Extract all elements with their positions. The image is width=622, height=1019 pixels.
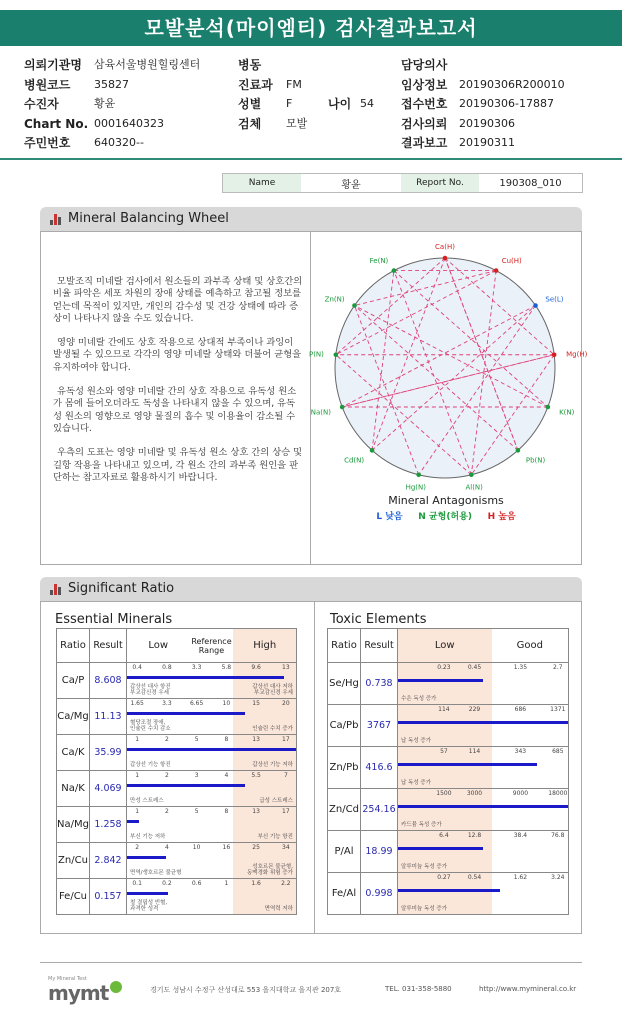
result-bar [127, 748, 296, 751]
tick-label: 1 [135, 808, 140, 815]
tick-label: 57 [440, 748, 448, 755]
essential-table [56, 628, 297, 915]
mineral-label: P(N) [308, 350, 324, 359]
tick-label: 0.54 [467, 874, 482, 881]
tick-labels [127, 772, 296, 780]
mineral-label: K(N) [559, 408, 575, 417]
name-label: Name [223, 174, 301, 192]
tick-label: 1.6 [251, 880, 261, 887]
range-cell [398, 663, 569, 705]
ratio-cell: Zn/Cu [57, 843, 90, 879]
tick-label: 0.27 [437, 874, 451, 881]
tick-label: 10 [192, 844, 201, 851]
tick-label: 229 [468, 706, 481, 713]
result-bar [398, 847, 483, 850]
tick-label: 1 [135, 772, 140, 779]
tick-label: 8 [224, 736, 229, 743]
tick-label: 4 [224, 772, 229, 779]
divider [0, 158, 622, 160]
tick-labels [127, 700, 296, 708]
tick-labels [398, 790, 568, 798]
tick-labels [398, 832, 568, 840]
range-cell [127, 879, 297, 915]
ratio-row [57, 879, 297, 915]
ratio-cell: Na/Mg [57, 807, 90, 843]
good-header: Good [516, 640, 543, 651]
result-cell: 11.13 [90, 699, 127, 735]
toxic-title: Toxic Elements [330, 612, 427, 627]
tick-label: 2 [164, 736, 169, 743]
ratio-row [57, 807, 297, 843]
brand-small: My Mineral Test [48, 976, 87, 982]
mineral-label: Cu(H) [501, 256, 522, 265]
receiver-label: 수진자 [24, 97, 59, 111]
low-note: 수은 독성 증가 [401, 696, 437, 702]
tick-label: 5 [194, 736, 199, 743]
doctor-label: 담당의사 [401, 58, 448, 72]
mineral-label: Zn(N) [324, 295, 345, 304]
patient-mid [238, 58, 374, 136]
result-cell: 8.608 [90, 663, 127, 699]
ref-header: Reference Range [191, 636, 232, 655]
ratio-row [328, 873, 569, 915]
result-cell: 3767 [361, 705, 398, 747]
ratio-cell: Ca/Pb [328, 705, 361, 747]
bar-chart-icon [50, 214, 64, 225]
ratio-cell: Zn/Cd [328, 789, 361, 831]
range-cell [398, 747, 569, 789]
ratio-cell: Fe/Cu [57, 879, 90, 915]
tick-label: 76.8 [551, 832, 565, 839]
report-no-value: 190308_010 [499, 177, 562, 189]
high-note: 면역력 저하 [264, 906, 293, 912]
mineral-node [469, 473, 474, 478]
tick-labels [398, 874, 568, 882]
tick-label: 13 [252, 736, 260, 743]
tick-labels [398, 706, 568, 714]
specimen-value: 모발 [286, 116, 308, 130]
ratio-cell: Fe/Al [328, 873, 361, 915]
result-bar [127, 856, 166, 859]
tick-label: 0.8 [162, 664, 172, 671]
tick-label: 17 [282, 736, 290, 743]
tick-labels [127, 664, 296, 672]
tick-label: 0.1 [132, 880, 142, 887]
tick-label: 4 [164, 844, 169, 851]
ratio-row [328, 747, 569, 789]
ward-label: 병동 [238, 58, 262, 72]
mineral-node [416, 473, 421, 478]
ratio-row [57, 843, 297, 879]
result-header: Result [361, 629, 398, 663]
panel-divider [314, 601, 315, 934]
dept-value: FM [286, 77, 302, 91]
patient-right [401, 58, 565, 156]
leaf-icon [110, 981, 122, 993]
tick-label: 3.24 [551, 874, 565, 881]
tick-labels [127, 844, 296, 852]
mineral-node [443, 256, 448, 261]
tick-label: 7 [283, 772, 288, 779]
mineral-label: Mg(H) [566, 350, 588, 359]
ratio-cell: Ca/P [57, 663, 90, 699]
result-bar [398, 889, 500, 892]
wheel-circle [335, 258, 555, 478]
patient-left [24, 58, 200, 156]
clinical-value: 20190306R200010 [459, 77, 565, 91]
sex-value: F [286, 97, 293, 110]
tick-label: 13 [282, 664, 290, 671]
ratio-cell: Se/Hg [328, 663, 361, 705]
ratio-row [57, 735, 297, 771]
tick-label: 2 [135, 844, 140, 851]
tick-label: 15 [252, 700, 260, 707]
balancing-text [53, 276, 303, 496]
range-cell [398, 789, 569, 831]
hospcode-value: 35827 [94, 77, 129, 91]
tick-label: 3000 [466, 790, 483, 797]
low-note: 면역/생호르몬 불균형 [130, 870, 182, 876]
chart-label: Chart No. [24, 116, 89, 131]
low-note: 철 결핍성 빈혈, 과격한 성격 [130, 900, 168, 912]
result-bar [127, 892, 168, 895]
low-header: Low [398, 629, 492, 662]
report-label: 결과보고 [401, 136, 448, 150]
footer-address: 경기도 성남시 수정구 산성대로 553 을지대학교 을지관 207호 [150, 986, 342, 994]
tick-label: 0.45 [467, 664, 482, 671]
mineral-node [533, 303, 538, 308]
tick-label: 3.3 [191, 664, 202, 671]
dept-label: 진료과 [238, 77, 273, 92]
high-note: 인슐린 수치 증가 [252, 726, 293, 732]
accept-value: 20190306-17887 [459, 97, 554, 110]
tick-label: 38.4 [513, 832, 528, 839]
tick-label: 20 [282, 700, 290, 707]
balancing-section-title [40, 207, 582, 231]
low-note: 카드뮴 독성 증가 [401, 822, 442, 828]
tick-label: 0.4 [132, 664, 142, 671]
request-value: 20190306 [459, 116, 515, 130]
result-cell: 18.99 [361, 831, 398, 873]
footer-line [40, 962, 582, 963]
tick-label: 114 [438, 706, 450, 713]
ratio-cell: Ca/K [57, 735, 90, 771]
low-header: Low [148, 640, 169, 651]
specimen-label: 검체 [238, 116, 262, 131]
ratio-cell: Zn/Pb [328, 747, 361, 789]
low-note: 납 독성 증가 [401, 780, 432, 786]
chart-value: 0001640323 [94, 116, 164, 130]
tick-label: 18000 [548, 790, 568, 797]
range-cell [127, 663, 297, 699]
tick-label: 686 [514, 706, 527, 713]
tick-label: 1 [224, 880, 229, 887]
significant-section-title [40, 577, 582, 601]
tick-label: 2.7 [553, 664, 563, 671]
result-cell: 0.998 [361, 873, 398, 915]
name-value: 황윤 [341, 179, 361, 191]
tick-label: 9000 [512, 790, 529, 797]
balancing-paragraph: 모발조직 미네랄 검사에서 원소들의 과부족 상태 및 상호간의 비율 파악은 세포 차원의 장애 상태를 예측하고 참고될 정보를 얻는데 목적이 있지만, 개인의 감수성 및 건강 상태에 따라 증상이 나타나지 않을 수도 있습니다. [53, 276, 303, 324]
tick-label: 0.2 [162, 880, 172, 887]
mineral-node [370, 448, 375, 453]
tick-label: 114 [468, 748, 481, 755]
tick-labels [127, 880, 296, 888]
tick-label: 1371 [550, 706, 566, 713]
brand-logo [48, 981, 122, 1005]
balancing-title: Mineral Balancing Wheel [68, 211, 229, 226]
report-title: 모발분석(마이엠티) 검사결과보고서 [0, 10, 622, 46]
high-note: 성호르몬 불균형, 동맥경화 위험 증가 [246, 864, 293, 876]
mineral-label: Ca(H) [435, 243, 455, 251]
tick-label: 1500 [436, 790, 452, 797]
range-header [398, 629, 569, 663]
wheel-legend [311, 509, 581, 522]
tick-label: 10 [222, 700, 231, 707]
range-header [127, 629, 297, 663]
mineral-node [352, 303, 357, 308]
ratio-cell: P/Al [328, 831, 361, 873]
mineral-node [340, 405, 345, 410]
legend-normal: N 균형(허용) [418, 512, 472, 522]
tick-label: 1 [135, 736, 140, 743]
essential-title: Essential Minerals [55, 612, 173, 627]
range-cell [398, 873, 569, 915]
tick-label: 6.65 [189, 700, 204, 707]
mineral-label: Al(N) [465, 483, 483, 492]
ratio-row [57, 699, 297, 735]
mineral-node [494, 268, 499, 273]
tick-label: 1.65 [130, 700, 144, 707]
low-note: 알루미늄 독성 증가 [401, 906, 448, 912]
mineral-node [552, 352, 557, 357]
clinical-label: 임상정보 [401, 77, 448, 92]
result-header: Result [90, 629, 127, 663]
range-cell [398, 705, 569, 747]
tick-label: 6.4 [439, 832, 449, 839]
ratio-row [57, 771, 297, 807]
brand-name: mymt [48, 981, 109, 1005]
institution-label: 의뢰기관명 [24, 58, 82, 72]
jumin-value: 640320-- [94, 136, 144, 149]
mineral-label: Pb(N) [525, 456, 546, 465]
tick-labels [127, 808, 296, 816]
result-bar [127, 676, 284, 679]
high-note: 급성 스트레스 [259, 798, 293, 804]
accept-label: 접수번호 [401, 97, 448, 111]
tick-label: 13 [252, 808, 260, 815]
tick-label: 1.35 [513, 664, 528, 671]
tick-labels [398, 748, 568, 756]
low-note: 알루미늄 독성 증가 [401, 864, 448, 870]
tick-label: 2.2 [281, 880, 291, 887]
age-label: 나이 [328, 97, 352, 111]
result-bar [398, 721, 568, 724]
range-cell [398, 831, 569, 873]
result-cell: 416.6 [361, 747, 398, 789]
ratio-header: Ratio [328, 629, 361, 663]
hospcode-label: 병원코드 [24, 77, 71, 92]
mineral-wheel [308, 240, 588, 500]
low-note: 만성 스트레스 [130, 798, 164, 804]
high-note: 갑상선 기능 저하 [252, 762, 293, 768]
footer-url[interactable]: http://www.mymineral.co.kr [479, 985, 577, 993]
high-header: High [233, 629, 296, 662]
ratio-row [57, 663, 297, 699]
tick-label: 0.6 [191, 880, 202, 887]
low-note: 혈당조절 장애, 인슐린 수치 감소 [130, 720, 171, 732]
report-value: 20190311 [459, 136, 515, 149]
tick-label: 9.6 [251, 664, 261, 671]
high-note: 갑상선 대사 저하 부교감신경 우세 [252, 684, 293, 696]
result-bar [398, 679, 483, 682]
range-cell [127, 843, 297, 879]
ratio-row [328, 705, 569, 747]
range-cell [127, 699, 297, 735]
result-bar [127, 784, 245, 787]
high-note: 부신 기능 항진 [257, 834, 293, 840]
tick-label: 25 [252, 844, 260, 851]
tick-label: 685 [552, 748, 564, 755]
balancing-paragraph: 영양 미네랄 간에도 상호 작용으로 상대적 부족이나 과잉이 발생될 수 있으므로 각각의 영양 미네랄 상태와 더불어 균형을 유지하여야 합니다. [53, 337, 302, 373]
mineral-label: Cd(N) [344, 456, 365, 465]
result-cell: 1.258 [90, 807, 127, 843]
ratio-cell: Ca/Mg [57, 699, 90, 735]
balancing-paragraph: 우측의 도표는 영양 미네랄 및 유독성 원소 상호 간의 상승 및 길항 작용을 나타내고 있으며, 각 원소 간의 과부족 원인을 판단하는 참고자료로 활용하시기 바랍니다. [53, 447, 303, 483]
tick-label: 17 [282, 808, 290, 815]
result-bar [127, 712, 245, 715]
receiver-value: 황윤 [94, 97, 116, 110]
tick-label: 16 [222, 844, 231, 851]
tick-labels [127, 736, 296, 744]
mineral-label: Hg(N) [405, 483, 427, 492]
ratio-row [328, 663, 569, 705]
tick-labels [398, 664, 568, 672]
result-cell: 4.069 [90, 771, 127, 807]
mineral-node [392, 268, 397, 273]
result-cell: 2.842 [90, 843, 127, 879]
mineral-label: Se(L) [545, 295, 564, 304]
tick-label: 1.62 [513, 874, 528, 881]
jumin-label: 주민번호 [24, 136, 71, 150]
tick-label: 5 [194, 808, 199, 815]
ratio-row [328, 831, 569, 873]
wheel-title: Mineral Antagonisms [388, 494, 504, 507]
result-cell: 0.738 [361, 663, 398, 705]
result-bar [398, 805, 568, 808]
result-cell: 254.16 [361, 789, 398, 831]
range-cell [127, 807, 297, 843]
legend-low: L 낮음 [376, 512, 403, 522]
result-cell: 0.157 [90, 879, 127, 915]
ratio-header: Ratio [57, 629, 90, 663]
mineral-node [516, 448, 521, 453]
tick-label: 3 [194, 772, 199, 779]
result-bar [398, 763, 537, 766]
request-label: 검사의뢰 [401, 116, 448, 131]
ratio-row [328, 789, 569, 831]
mineral-label: Fe(N) [369, 256, 389, 265]
mineral-node [334, 352, 339, 357]
result-bar [127, 820, 139, 823]
footer-tel: TEL. 031-358-5880 [385, 985, 452, 993]
low-note: 납 독성 증가 [401, 738, 432, 744]
low-note: 갑상선 기능 항진 [130, 762, 171, 768]
mineral-node [546, 405, 551, 410]
mineral-label: Na(N) [310, 408, 331, 417]
low-note: 갑상선 대사 항진 부교감신경 우세 [130, 684, 171, 696]
sex-label: 성별 [238, 97, 262, 111]
tick-label: 2 [164, 808, 169, 815]
name-bar [222, 173, 583, 193]
significant-title: Significant Ratio [68, 581, 175, 596]
tick-label: 5.8 [221, 664, 232, 671]
bar-chart-icon [50, 584, 64, 595]
balancing-paragraph: 유독성 원소와 영양 미네랄 간의 상호 작용으로 유독성 원소가 몸에 들어오더라도 독성을 나타내지 않을 수 있으며, 유독성 원소의 영향으로 영양 물질의 흡수 및 이용율이 감소될 수 있습니다. [53, 386, 297, 434]
range-cell [127, 771, 297, 807]
tick-label: 8 [224, 808, 229, 815]
institution-value: 삼육서울병원힐링센터 [94, 58, 201, 71]
tick-label: 34 [282, 844, 290, 851]
low-note: 부신 기능 저하 [130, 834, 166, 840]
tick-label: 343 [514, 748, 527, 755]
result-cell: 35.99 [90, 735, 127, 771]
toxic-table [327, 628, 569, 915]
legend-high: H 높음 [487, 512, 516, 522]
tick-label: 3.3 [162, 700, 172, 707]
range-cell [127, 735, 297, 771]
tick-label: 0.23 [437, 664, 451, 671]
tick-label: 5.5 [251, 772, 261, 779]
age-value: 54 [360, 97, 374, 110]
tick-label: 12.8 [467, 832, 482, 839]
tick-label: 2 [164, 772, 169, 779]
ratio-cell: Na/K [57, 771, 90, 807]
report-no-label: Report No. [401, 174, 479, 192]
